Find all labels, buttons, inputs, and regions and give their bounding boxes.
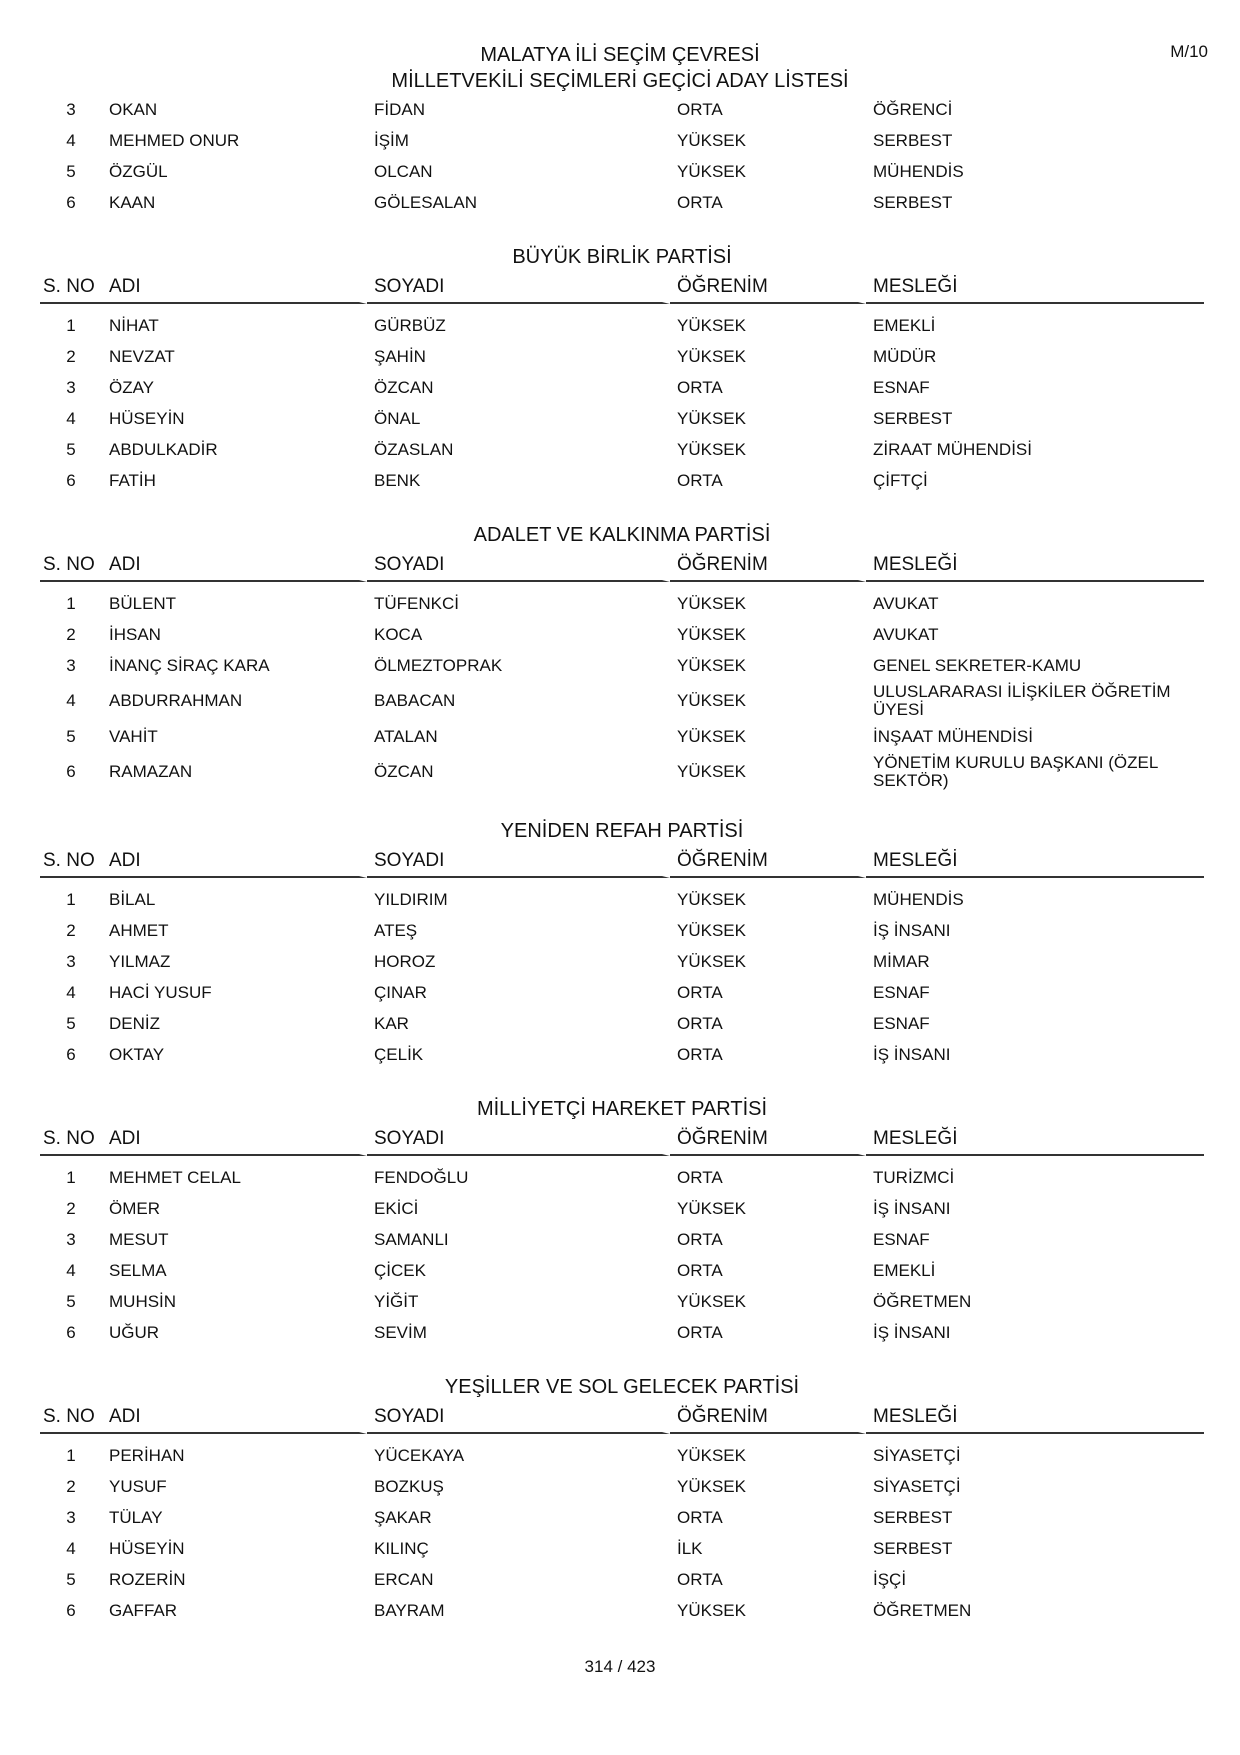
candidate-name: MESUT (109, 1229, 169, 1249)
candidate-education: YÜKSEK (677, 691, 746, 710)
header-surname: SOYADI (367, 272, 670, 304)
candidate-surname: ÖNAL (374, 408, 421, 428)
table-header-row (40, 1124, 1204, 1156)
row-number: 5 (66, 726, 76, 746)
candidate-name: ABDURRAHMAN (109, 691, 243, 710)
table-row (40, 1533, 1204, 1564)
candidate-name: ROZERİN (109, 1569, 186, 1589)
header-education: ÖĞRENİM (670, 272, 866, 304)
party-section (40, 1094, 1204, 1348)
continued-table (40, 94, 1204, 218)
occupation-text: ULUSLARARASI İLİŞKİLER ÖĞRETİM ÜYESİ (873, 682, 1171, 719)
candidate-name: MEHMET CELAL (109, 1167, 241, 1187)
occupation-text: MÜHENDİS (873, 889, 964, 909)
candidate-education: YÜKSEK (677, 951, 746, 971)
candidate-surname: ÇİCEK (374, 1260, 426, 1280)
row-number: 5 (66, 1569, 76, 1589)
candidate-surname: SEVİM (374, 1322, 427, 1342)
row-number: 3 (66, 377, 76, 397)
candidate-surname: BAYRAM (374, 1600, 445, 1620)
row-number: 4 (66, 1538, 76, 1558)
candidate-surname: BOZKUŞ (374, 1476, 444, 1496)
candidate-name: AHMET (109, 920, 169, 940)
candidate-surname: ŞAKAR (374, 1507, 432, 1527)
candidate-occupation (866, 187, 1204, 218)
header-sno: S. NO (40, 1124, 102, 1156)
row-number: 1 (66, 1445, 76, 1465)
candidate-name: UĞUR (109, 1322, 160, 1342)
candidate-list (40, 94, 1204, 1626)
candidate-surname: ÖZCAN (374, 762, 434, 781)
header-sno: S. NO (40, 1402, 102, 1434)
occupation-text: SERBEST (873, 130, 953, 150)
table-row (40, 1039, 1204, 1070)
candidate-name: HACİ YUSUF (109, 982, 212, 1002)
header-occupation: MESLEĞİ (866, 1124, 1204, 1156)
table-row (40, 1193, 1204, 1224)
page-code: M/10 (1170, 42, 1208, 61)
candidate-name: SELMA (109, 1260, 167, 1280)
table-row (40, 1471, 1204, 1502)
table-row (40, 341, 1204, 372)
candidate-surname: BABACAN (374, 691, 456, 710)
candidate-education: İLK (677, 1538, 703, 1558)
header-education: ÖĞRENİM (670, 1124, 866, 1156)
candidate-occupation (866, 1286, 1204, 1317)
row-number: 1 (66, 1167, 76, 1187)
occupation-text: ÖĞRETMEN (873, 1600, 972, 1620)
header-surname: SOYADI (367, 1402, 670, 1434)
candidate-education: YÜKSEK (677, 1600, 746, 1620)
occupation-text: GENEL SEKRETER-KAMU (873, 655, 1082, 675)
candidate-occupation (866, 434, 1204, 465)
occupation-text: SİYASETÇİ (873, 1445, 961, 1465)
candidate-occupation (866, 650, 1204, 681)
occupation-text: ESNAF (873, 377, 930, 397)
table-row (40, 721, 1204, 752)
candidate-surname: ÇINAR (374, 982, 427, 1002)
table-row (40, 1502, 1204, 1533)
party-section (40, 242, 1204, 496)
candidate-occupation (866, 946, 1204, 977)
candidate-education: YÜKSEK (677, 655, 746, 675)
row-number: 2 (66, 1198, 76, 1218)
candidate-education: ORTA (677, 99, 723, 119)
candidate-surname: YÜCEKAYA (374, 1445, 465, 1465)
candidate-education: YÜKSEK (677, 439, 746, 459)
header-line-2: MİLLETVEKİLİ SEÇİMLERİ GEÇİCİ ADAY LİSTESİ (391, 70, 849, 92)
candidate-name: DENİZ (109, 1013, 160, 1033)
party-section (40, 1372, 1204, 1626)
candidate-name: YUSUF (109, 1476, 167, 1496)
row-number: 3 (66, 1507, 76, 1527)
row-number: 5 (66, 1013, 76, 1033)
candidate-education: ORTA (677, 192, 723, 212)
row-number: 5 (66, 161, 76, 181)
row-number: 2 (66, 624, 76, 644)
candidate-surname: OLCAN (374, 161, 433, 181)
candidate-occupation (866, 372, 1204, 403)
candidate-education: YÜKSEK (677, 1445, 746, 1465)
candidate-education: YÜKSEK (677, 920, 746, 940)
candidate-surname: ÖZASLAN (374, 439, 454, 459)
table-row (40, 94, 1204, 125)
row-number: 3 (66, 655, 76, 675)
candidate-name: ÖZAY (109, 377, 155, 397)
candidate-occupation (866, 1471, 1204, 1502)
candidate-name: OKTAY (109, 1044, 165, 1064)
occupation-text: İŞ İNSANI (873, 1044, 951, 1064)
row-number: 6 (66, 1322, 76, 1342)
candidate-surname: ÇELİK (374, 1044, 424, 1064)
candidate-occupation (866, 915, 1204, 946)
occupation-text: EMEKLİ (873, 1260, 936, 1280)
candidate-name: ÖMER (109, 1198, 160, 1218)
candidate-name: NEVZAT (109, 346, 175, 366)
table-row (40, 915, 1204, 946)
candidate-surname: KAR (374, 1013, 409, 1033)
candidate-name: BÜLENT (109, 593, 177, 613)
candidate-occupation (866, 1162, 1204, 1193)
table-header-row (40, 846, 1204, 878)
occupation-text: ESNAF (873, 982, 930, 1002)
party-table (40, 272, 1204, 496)
occupation-text: AVUKAT (873, 624, 939, 644)
occupation-text: İŞ İNSANI (873, 1198, 951, 1218)
row-number: 1 (66, 889, 76, 909)
candidate-education: YÜKSEK (677, 408, 746, 428)
document-header (0, 42, 1240, 94)
candidate-education: ORTA (677, 1167, 723, 1187)
header-sno: S. NO (40, 550, 102, 582)
candidate-name: GAFFAR (109, 1600, 178, 1620)
candidate-education: YÜKSEK (677, 346, 746, 366)
candidate-occupation (866, 403, 1204, 434)
header-surname: SOYADI (367, 550, 670, 582)
occupation-text: SERBEST (873, 1538, 953, 1558)
row-number: 1 (66, 593, 76, 613)
occupation-text: SERBEST (873, 408, 953, 428)
candidate-occupation (866, 1224, 1204, 1255)
header-sno: S. NO (40, 846, 102, 878)
party-title: MİLLİYETÇİ HAREKET PARTİSİ (476, 1098, 768, 1120)
table-header-row (40, 272, 1204, 304)
candidate-surname: İŞİM (374, 130, 409, 150)
candidate-occupation (866, 341, 1204, 372)
candidate-occupation (866, 1317, 1204, 1348)
header-occupation: MESLEĞİ (866, 1402, 1204, 1434)
candidate-name: ABDULKADİR (109, 439, 218, 459)
header-occupation: MESLEĞİ (866, 846, 1204, 878)
candidate-surname: YİĞİT (374, 1291, 419, 1311)
candidate-surname: FİDAN (374, 99, 425, 119)
table-header-row (40, 550, 1204, 582)
row-number: 4 (66, 408, 76, 428)
row-number: 6 (66, 470, 76, 490)
candidate-education: YÜKSEK (677, 1291, 746, 1311)
party-title: ADALET VE KALKINMA PARTİSİ (473, 524, 771, 546)
occupation-text: SİYASETÇİ (873, 1476, 961, 1496)
table-row (40, 1595, 1204, 1626)
header-name: ADI (102, 550, 367, 582)
table-row (40, 588, 1204, 619)
candidate-occupation (866, 1193, 1204, 1224)
candidate-education: YÜKSEK (677, 762, 746, 781)
candidate-education: YÜKSEK (677, 161, 746, 181)
party-section (40, 520, 1204, 792)
candidate-surname: ERCAN (374, 1569, 434, 1589)
table-row (40, 465, 1204, 496)
party-title: BÜYÜK BİRLİK PARTİSİ (512, 246, 732, 268)
candidate-name: NİHAT (109, 315, 159, 335)
candidate-occupation (866, 1008, 1204, 1039)
table-row (40, 156, 1204, 187)
candidate-occupation (866, 310, 1204, 341)
candidate-occupation (866, 1502, 1204, 1533)
row-number: 3 (66, 951, 76, 971)
party-table (40, 550, 1204, 792)
row-number: 6 (66, 1044, 76, 1064)
page-total: 423 (627, 1657, 656, 1676)
candidate-occupation (866, 1533, 1204, 1564)
row-number: 4 (66, 691, 76, 710)
occupation-text: MÜDÜR (873, 346, 937, 366)
candidate-name: MUHSİN (109, 1291, 177, 1311)
table-header-row (40, 1402, 1204, 1434)
candidate-name: HÜSEYİN (109, 408, 185, 428)
header-name: ADI (102, 1124, 367, 1156)
candidate-surname: EKİCİ (374, 1198, 419, 1218)
candidate-surname: ÖZCAN (374, 377, 434, 397)
candidate-name: FATİH (109, 470, 156, 490)
row-number: 4 (66, 130, 76, 150)
table-row (40, 752, 1204, 792)
occupation-text: ÖĞRENCİ (873, 99, 953, 119)
candidate-occupation (866, 884, 1204, 915)
page-separator: / (612, 1657, 628, 1676)
candidate-name: VAHİT (109, 726, 158, 746)
candidate-education: ORTA (677, 1013, 723, 1033)
candidate-education: YÜKSEK (677, 1198, 746, 1218)
candidate-occupation (866, 94, 1204, 125)
candidate-surname: GÖLESALAN (374, 192, 477, 212)
candidate-occupation (866, 619, 1204, 650)
row-number: 6 (66, 762, 76, 781)
table-row (40, 1162, 1204, 1193)
table-row (40, 125, 1204, 156)
row-number: 4 (66, 982, 76, 1002)
table-row (40, 1564, 1204, 1595)
header-sno: S. NO (40, 272, 102, 304)
candidate-education: YÜKSEK (677, 889, 746, 909)
table-row (40, 403, 1204, 434)
candidate-surname: KOCA (374, 624, 423, 644)
candidate-surname: ŞAHİN (374, 346, 426, 366)
candidate-occupation (866, 752, 1204, 792)
occupation-text: MİMAR (873, 951, 930, 971)
candidate-occupation (866, 156, 1204, 187)
candidate-education: ORTA (677, 470, 723, 490)
row-number: 5 (66, 439, 76, 459)
occupation-text: SERBEST (873, 192, 953, 212)
candidate-name: KAAN (109, 192, 156, 212)
candidate-occupation (866, 977, 1204, 1008)
row-number: 2 (66, 346, 76, 366)
candidate-education: YÜKSEK (677, 593, 746, 613)
candidate-education: ORTA (677, 377, 723, 397)
table-row (40, 619, 1204, 650)
candidate-name: OKAN (109, 99, 158, 119)
occupation-text: ZİRAAT MÜHENDİSİ (873, 439, 1032, 459)
candidate-surname: SAMANLI (374, 1229, 449, 1249)
occupation-text: ESNAF (873, 1229, 930, 1249)
occupation-text: TURİZMCİ (873, 1167, 955, 1187)
header-name: ADI (102, 1402, 367, 1434)
header-surname: SOYADI (367, 1124, 670, 1156)
party-table (40, 846, 1204, 1070)
party-title: YEŞİLLER VE SOL GELECEK PARTİSİ (444, 1376, 800, 1398)
table-row (40, 946, 1204, 977)
candidate-surname: GÜRBÜZ (374, 315, 446, 335)
candidate-name: İHSAN (109, 624, 161, 644)
candidate-surname: YILDIRIM (374, 889, 448, 909)
candidate-surname: HOROZ (374, 951, 436, 971)
candidate-education: ORTA (677, 1229, 723, 1249)
page-footer (0, 1657, 1240, 1677)
table-row (40, 310, 1204, 341)
candidate-education: YÜKSEK (677, 726, 746, 746)
candidate-education: ORTA (677, 1569, 723, 1589)
table-row (40, 1317, 1204, 1348)
table-row (40, 1255, 1204, 1286)
party-title: YENİDEN REFAH PARTİSİ (500, 820, 744, 842)
candidate-name: HÜSEYİN (109, 1538, 185, 1558)
occupation-text: ÇİFTÇİ (873, 470, 928, 490)
candidate-occupation (866, 125, 1204, 156)
row-number: 3 (66, 99, 76, 119)
header-name: ADI (102, 846, 367, 878)
candidate-education: YÜKSEK (677, 1476, 746, 1496)
occupation-text: MÜHENDİS (873, 161, 964, 181)
candidate-name: ÖZGÜL (109, 161, 168, 181)
candidate-education: ORTA (677, 1507, 723, 1527)
row-number: 6 (66, 192, 76, 212)
occupation-text: ÖĞRETMEN (873, 1291, 972, 1311)
row-number: 4 (66, 1260, 76, 1280)
occupation-text: YÖNETİM KURULU BAŞKANI (ÖZEL SEKTÖR) (873, 753, 1158, 790)
table-row (40, 977, 1204, 1008)
candidate-surname: ATEŞ (374, 920, 418, 940)
candidate-surname: KILINÇ (374, 1538, 429, 1558)
candidate-name: BİLAL (109, 889, 156, 909)
candidate-education: YÜKSEK (677, 130, 746, 150)
header-occupation: MESLEĞİ (866, 550, 1204, 582)
row-number: 6 (66, 1600, 76, 1620)
header-occupation: MESLEĞİ (866, 272, 1204, 304)
candidate-occupation (866, 1564, 1204, 1595)
candidate-name: MEHMED ONUR (109, 130, 240, 150)
occupation-text: İŞ İNSANI (873, 920, 951, 940)
occupation-text: İNŞAAT MÜHENDİSİ (873, 726, 1033, 746)
candidate-occupation (866, 588, 1204, 619)
candidate-education: YÜKSEK (677, 624, 746, 644)
table-row (40, 884, 1204, 915)
table-row (40, 681, 1204, 721)
candidate-surname: TÜFENKCİ (374, 593, 459, 613)
table-row (40, 1008, 1204, 1039)
header-surname: SOYADI (367, 846, 670, 878)
candidate-education: YÜKSEK (677, 315, 746, 335)
candidate-education: ORTA (677, 1260, 723, 1280)
header-line-1: MALATYA İLİ SEÇİM ÇEVRESİ (480, 44, 760, 66)
page-number: 314 (584, 1657, 613, 1676)
table-row (40, 650, 1204, 681)
candidate-name: YILMAZ (109, 951, 171, 971)
occupation-text: İŞÇİ (873, 1569, 907, 1589)
row-number: 5 (66, 1291, 76, 1311)
candidate-name: İNANÇ SİRAÇ KARA (109, 655, 270, 675)
header-education: ÖĞRENİM (670, 846, 866, 878)
occupation-text: AVUKAT (873, 593, 939, 613)
occupation-text: EMEKLİ (873, 315, 936, 335)
occupation-text: İŞ İNSANI (873, 1322, 951, 1342)
party-table (40, 1402, 1204, 1626)
header-education: ÖĞRENİM (670, 550, 866, 582)
row-number: 2 (66, 920, 76, 940)
header-education: ÖĞRENİM (670, 1402, 866, 1434)
table-row (40, 1286, 1204, 1317)
candidate-occupation (866, 681, 1204, 721)
candidate-education: ORTA (677, 1044, 723, 1064)
occupation-text: SERBEST (873, 1507, 953, 1527)
candidate-occupation (866, 1440, 1204, 1471)
candidate-surname: ATALAN (374, 726, 438, 746)
candidate-name: RAMAZAN (109, 762, 193, 781)
table-row (40, 187, 1204, 218)
candidate-education: ORTA (677, 982, 723, 1002)
candidate-occupation (866, 1255, 1204, 1286)
row-number: 3 (66, 1229, 76, 1249)
table-row (40, 1440, 1204, 1471)
candidate-occupation (866, 721, 1204, 752)
header-name: ADI (102, 272, 367, 304)
table-row (40, 372, 1204, 403)
candidate-name: PERİHAN (109, 1445, 185, 1465)
candidate-surname: ÖLMEZTOPRAK (374, 655, 503, 675)
candidate-occupation (866, 1039, 1204, 1070)
candidate-surname: BENK (374, 470, 421, 490)
row-number: 2 (66, 1476, 76, 1496)
candidate-name: TÜLAY (109, 1507, 163, 1527)
candidate-education: ORTA (677, 1322, 723, 1342)
party-table (40, 1124, 1204, 1348)
candidate-surname: FENDOĞLU (374, 1167, 469, 1187)
row-number: 1 (66, 315, 76, 335)
table-row (40, 1224, 1204, 1255)
candidate-occupation (866, 1595, 1204, 1626)
table-row (40, 434, 1204, 465)
candidate-occupation (866, 465, 1204, 496)
occupation-text: ESNAF (873, 1013, 930, 1033)
party-section (40, 816, 1204, 1070)
